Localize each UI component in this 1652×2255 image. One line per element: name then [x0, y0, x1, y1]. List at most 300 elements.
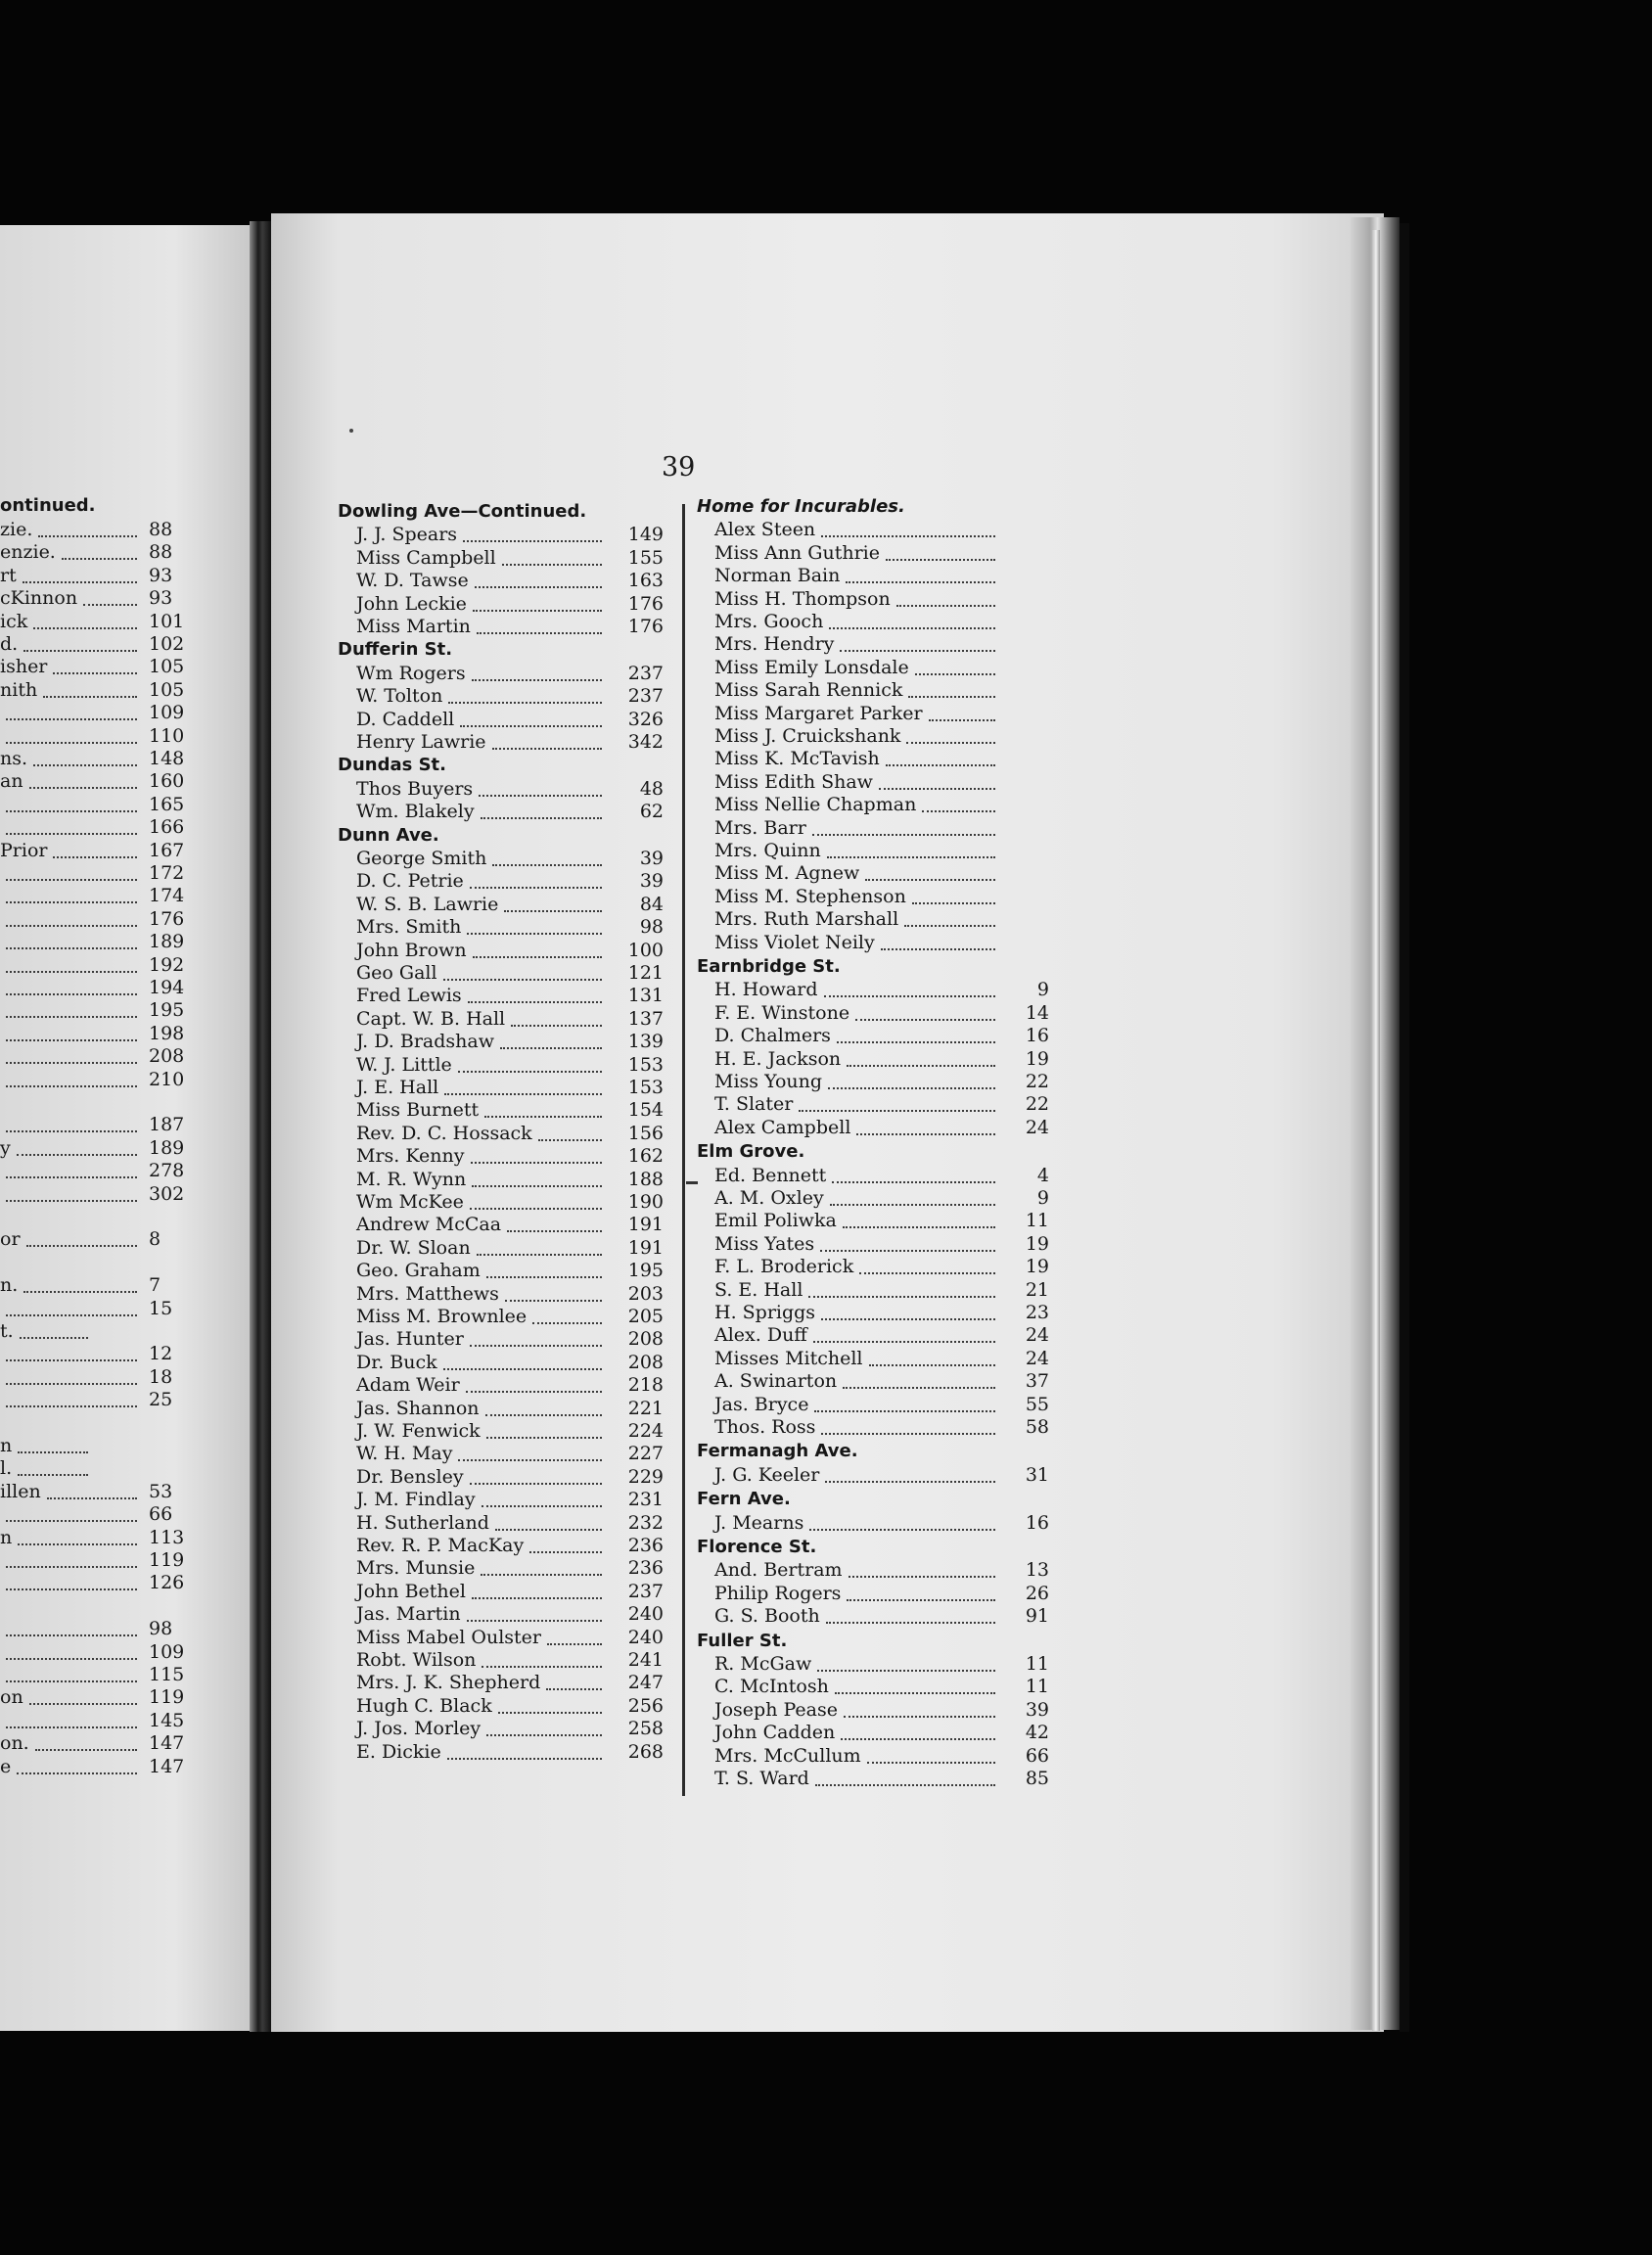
- dot-leader: [881, 948, 995, 950]
- dot-leader: [6, 1359, 137, 1361]
- dot-leader: [808, 1296, 995, 1298]
- resident-name: Joseph Pease: [714, 1698, 838, 1721]
- dot-leader: [912, 902, 995, 904]
- dot-leader: [38, 535, 137, 537]
- directory-entry: [338, 1603, 664, 1627]
- directory-entry-fragment: [0, 1572, 196, 1595]
- house-number-fragment: 192: [149, 953, 185, 976]
- dot-leader: [906, 742, 995, 744]
- dot-leader: [835, 1692, 995, 1694]
- house-number: 229: [627, 1465, 664, 1488]
- dot-leader: [467, 933, 602, 935]
- resident-name: Henry Lawrie: [356, 731, 486, 753]
- directory-entry: [338, 801, 664, 824]
- house-number: 91: [1025, 1605, 1049, 1628]
- house-number: 39: [639, 848, 664, 869]
- resident-name-fragment: ns.: [0, 748, 28, 769]
- section-heading-fragment: ontinued.: [0, 495, 96, 516]
- house-number: 156: [627, 1122, 664, 1144]
- dot-leader: [23, 650, 137, 652]
- resident-name: T. Slater: [714, 1093, 794, 1116]
- resident-name: W. D. Tawse: [356, 570, 469, 592]
- directory-entry-fragment: [0, 679, 196, 703]
- house-number-fragment: 18: [149, 1365, 173, 1388]
- directory-entry: [697, 932, 1049, 955]
- directory-entry: [697, 1071, 1049, 1094]
- dot-leader: [867, 1762, 995, 1764]
- house-number-fragment: 195: [149, 999, 185, 1022]
- directory-entry: [338, 1741, 664, 1765]
- directory-column-right: [697, 496, 1049, 1798]
- dot-leader: [481, 817, 602, 819]
- directory-entry: [338, 1077, 664, 1100]
- directory-column-left: [338, 501, 664, 1803]
- dot-leader: [844, 1716, 995, 1718]
- directory-entry: [338, 916, 664, 940]
- dot-leader: [502, 564, 602, 566]
- dot-leader: [843, 1387, 995, 1389]
- resident-name: Jas. Bryce: [714, 1393, 809, 1415]
- directory-entry: [338, 663, 664, 686]
- dot-leader: [47, 1497, 137, 1499]
- dot-leader: [820, 1250, 995, 1252]
- house-number: 190: [627, 1191, 664, 1213]
- house-number-fragment: 113: [149, 1526, 185, 1548]
- dot-leader: [6, 1658, 137, 1660]
- dot-leader: [809, 1529, 995, 1531]
- resident-name: Wm. Blakely: [356, 801, 475, 823]
- directory-entry: [338, 870, 664, 894]
- house-number-fragment: 98: [149, 1618, 173, 1640]
- house-number: 84: [639, 893, 664, 915]
- directory-entry-fragment: [0, 1481, 196, 1504]
- directory-entry-fragment: [0, 1228, 196, 1252]
- house-number-fragment: 110: [149, 724, 185, 747]
- dot-leader: [485, 1414, 602, 1416]
- dot-leader: [35, 1749, 137, 1751]
- resident-name: Rev. R. P. MacKay: [356, 1535, 525, 1556]
- resident-name: E. Dickie: [356, 1740, 441, 1763]
- resident-name: Mrs. Smith: [356, 916, 462, 939]
- directory-entry: [338, 894, 664, 917]
- directory-entry: [338, 1031, 664, 1054]
- resident-name: Rev. D. C. Hossack: [356, 1122, 532, 1144]
- directory-entry: [697, 1302, 1049, 1325]
- house-number: 326: [627, 708, 664, 730]
- directory-entry-fragment: [0, 931, 196, 954]
- directory-entry: [338, 1672, 664, 1695]
- directory-entry: [338, 1718, 664, 1741]
- directory-entry-fragment: [0, 1091, 196, 1115]
- dot-leader: [6, 947, 137, 949]
- directory-entry: [697, 979, 1049, 1002]
- resident-name: Miss Emily Lonsdale: [714, 656, 909, 678]
- dot-leader: [825, 1481, 995, 1483]
- directory-entry-fragment: [0, 1206, 196, 1229]
- dot-leader: [6, 971, 137, 973]
- directory-entry: [338, 524, 664, 547]
- house-number: 231: [627, 1489, 664, 1511]
- house-number: 236: [627, 1535, 664, 1556]
- directory-entry-fragment: [0, 954, 196, 978]
- resident-name: Miss Edith Shaw: [714, 770, 873, 793]
- directory-entry-fragment: [0, 1298, 196, 1321]
- house-number-fragment: 93: [149, 564, 173, 586]
- resident-name-fragment: Prior: [0, 839, 48, 861]
- house-number: 16: [1025, 1511, 1049, 1534]
- directory-entry: [697, 703, 1049, 726]
- dot-leader: [492, 748, 602, 750]
- house-number: 42: [1025, 1722, 1049, 1744]
- dot-leader: [6, 1634, 137, 1636]
- directory-entry-fragment: [0, 565, 196, 588]
- directory-entry: [338, 1443, 664, 1466]
- dot-leader: [813, 1341, 995, 1343]
- resident-name-fragment: on: [0, 1686, 23, 1709]
- dot-leader: [6, 1588, 137, 1590]
- house-number: 203: [627, 1282, 664, 1305]
- house-number-fragment: 172: [149, 862, 185, 884]
- directory-entry-fragment: [0, 1732, 196, 1756]
- house-number-fragment: 53: [149, 1480, 173, 1502]
- resident-name: Thos. Ross: [714, 1416, 816, 1438]
- resident-name: Miss K. McTavish: [714, 748, 880, 770]
- dot-leader: [904, 925, 995, 927]
- resident-name: Thos Buyers: [356, 777, 474, 800]
- directory-entry: [697, 1324, 1049, 1348]
- house-number: 16: [1025, 1025, 1049, 1047]
- directory-entry: [697, 1745, 1049, 1769]
- directory-entry-fragment: [0, 1274, 196, 1298]
- directory-entry: [697, 862, 1049, 886]
- resident-name: C. McIntosh: [714, 1676, 829, 1698]
- directory-entry-fragment: [0, 1710, 196, 1733]
- directory-entry-fragment: [0, 1412, 196, 1436]
- section-heading: Dunn Ave.: [338, 824, 439, 846]
- resident-name: Miss Ann Guthrie: [714, 541, 880, 564]
- directory-entry-fragment: [0, 1045, 196, 1069]
- house-number: 237: [627, 1580, 664, 1602]
- house-number: 9: [1036, 1187, 1049, 1209]
- directory-entry: [697, 1722, 1049, 1745]
- house-number-fragment: 147: [149, 1732, 185, 1755]
- dot-leader: [467, 1620, 602, 1622]
- directory-entry: [338, 1557, 664, 1581]
- dot-leader: [6, 925, 137, 927]
- dot-leader: [6, 1062, 137, 1064]
- resident-name-fragment: l.: [0, 1457, 13, 1480]
- section-heading: Dowling Ave—Continued.: [338, 501, 587, 522]
- directory-entry: [338, 593, 664, 617]
- directory-entry: [338, 1283, 664, 1307]
- directory-entry: [338, 962, 664, 986]
- house-number-fragment: 109: [149, 1640, 185, 1663]
- house-number-fragment: 126: [149, 1572, 185, 1594]
- directory-entry-fragment: [0, 1595, 196, 1619]
- house-number: 224: [627, 1420, 664, 1442]
- directory-entry-fragment: [0, 840, 196, 863]
- resident-name: F. E. Winstone: [714, 1001, 850, 1024]
- dot-leader: [20, 1337, 88, 1339]
- resident-name: Misses Mitchell: [714, 1347, 863, 1369]
- dot-leader: [859, 1272, 995, 1274]
- dot-leader: [827, 856, 995, 858]
- resident-name: Geo. Graham: [356, 1260, 481, 1282]
- resident-name: M. R. Wynn: [356, 1168, 467, 1190]
- dot-leader: [482, 1505, 602, 1507]
- dot-leader: [538, 1139, 602, 1141]
- dot-leader: [815, 1784, 995, 1786]
- dot-leader: [829, 627, 995, 629]
- house-number-fragment: 147: [149, 1755, 185, 1777]
- directory-entry: [697, 1117, 1049, 1140]
- resident-name: Robt. Wilson: [356, 1649, 477, 1671]
- resident-name: Mrs. Kenny: [356, 1145, 465, 1168]
- house-number: 11: [1025, 1676, 1049, 1698]
- dot-leader: [463, 540, 602, 542]
- house-number: 39: [639, 870, 664, 893]
- resident-name: Hugh C. Black: [356, 1694, 492, 1717]
- directory-entry-fragment: [0, 725, 196, 749]
- house-number-fragment: 148: [149, 748, 185, 769]
- resident-name: Wm Rogers: [356, 662, 466, 684]
- directory-entry: [697, 1512, 1049, 1536]
- house-number: 24: [1025, 1116, 1049, 1138]
- house-number-fragment: 210: [149, 1068, 185, 1090]
- dot-leader: [832, 1181, 995, 1183]
- dot-leader: [17, 1772, 137, 1774]
- dot-leader: [475, 586, 602, 588]
- directory-entry: [338, 1328, 664, 1352]
- resident-name-fragment: cKinnon: [0, 587, 78, 610]
- resident-name: Miss Violet Neily: [714, 931, 875, 953]
- dot-leader: [6, 1405, 137, 1407]
- house-number-fragment: 189: [149, 1136, 185, 1159]
- resident-name: John Bethel: [356, 1580, 466, 1602]
- house-number: 154: [627, 1099, 664, 1122]
- dot-leader: [865, 879, 995, 881]
- resident-name-fragment: n: [0, 1526, 13, 1548]
- house-number-fragment: 119: [149, 1549, 185, 1571]
- resident-name-fragment: d.: [0, 633, 19, 655]
- resident-name: Mrs. Gooch: [714, 611, 824, 632]
- house-number-fragment: 302: [149, 1182, 185, 1205]
- directory-entry: [697, 1187, 1049, 1211]
- resident-name: Miss Burnett: [356, 1099, 480, 1122]
- book-gutter: [250, 221, 271, 2032]
- resident-name: Mrs. J. K. Shepherd: [356, 1672, 541, 1694]
- resident-name: Mrs. Munsie: [356, 1557, 476, 1580]
- dot-leader: [529, 1551, 602, 1553]
- page-number: 39: [662, 452, 696, 483]
- house-number: 26: [1025, 1582, 1049, 1604]
- directory-entry-fragment: [0, 816, 196, 840]
- resident-name-fragment: e: [0, 1755, 12, 1777]
- directory-entry-fragment: [0, 1183, 196, 1207]
- directory-entry-fragment: [0, 611, 196, 634]
- directory-entry: [338, 1260, 664, 1283]
- resident-name: Miss Margaret Parker: [714, 702, 923, 724]
- directory-entry-fragment: [0, 1160, 196, 1183]
- resident-name: Andrew McCaa: [356, 1214, 502, 1236]
- house-number: 162: [627, 1145, 664, 1168]
- directory-entry-fragment: [0, 1457, 196, 1481]
- directory-entry-fragment: [0, 1320, 196, 1344]
- dot-leader: [6, 1314, 137, 1316]
- dot-leader: [468, 1001, 602, 1003]
- dot-leader: [23, 581, 137, 583]
- dot-leader: [841, 1738, 995, 1740]
- section-heading: Elm Grove.: [697, 1141, 805, 1163]
- dot-leader: [23, 1291, 137, 1293]
- resident-name: R. McGaw: [714, 1653, 812, 1675]
- house-number: 258: [627, 1718, 664, 1740]
- directory-entry: [338, 1237, 664, 1261]
- resident-name: J. Mearns: [714, 1511, 804, 1534]
- directory-entry: [697, 1256, 1049, 1279]
- resident-name: Miss Martin: [356, 616, 471, 637]
- dot-leader: [879, 788, 995, 790]
- directory-entry: [338, 1581, 664, 1604]
- dot-leader: [505, 1300, 602, 1302]
- house-number: 268: [627, 1740, 664, 1763]
- house-number: 4: [1036, 1164, 1049, 1186]
- dot-leader: [507, 1230, 602, 1232]
- resident-name: H. E. Jackson: [714, 1047, 842, 1070]
- dot-leader: [460, 725, 602, 727]
- dot-leader: [6, 879, 137, 881]
- house-number-fragment: 174: [149, 885, 185, 907]
- house-number-fragment: 66: [149, 1503, 173, 1526]
- resident-name: J. J. Spears: [356, 524, 458, 546]
- dot-leader: [466, 1391, 602, 1393]
- house-number: 218: [627, 1374, 664, 1397]
- dot-leader: [6, 1130, 137, 1132]
- resident-name: Jas. Hunter: [356, 1328, 464, 1351]
- resident-name: Norman Bain: [714, 565, 841, 587]
- house-number: 58: [1025, 1416, 1049, 1438]
- house-number: 11: [1025, 1653, 1049, 1675]
- resident-name-fragment: an: [0, 770, 23, 793]
- directory-entry-fragment: [0, 1366, 196, 1390]
- directory-entry: [697, 1002, 1049, 1026]
- directory-entry: [338, 1352, 664, 1375]
- directory-entry: [697, 1653, 1049, 1677]
- dot-leader: [840, 650, 995, 652]
- dot-leader: [33, 764, 137, 766]
- dot-leader: [6, 1566, 137, 1568]
- directory-entry: [338, 1054, 664, 1078]
- directory-entry: [697, 748, 1049, 771]
- house-number: 13: [1025, 1559, 1049, 1582]
- directory-entry: [338, 778, 664, 802]
- dot-leader: [443, 979, 602, 981]
- left-page-fragment-column: [0, 495, 196, 1807]
- resident-name-fragment: rt: [0, 564, 17, 586]
- section-heading: Earnbridge St.: [697, 956, 841, 977]
- directory-entry: [338, 1420, 664, 1444]
- house-number: 55: [1025, 1393, 1049, 1415]
- directory-entry: [697, 1583, 1049, 1606]
- resident-name: John Leckie: [356, 592, 467, 615]
- section-heading: Dufferin St.: [338, 639, 453, 661]
- directory-entry: [338, 1123, 664, 1146]
- house-number-fragment: 119: [149, 1686, 185, 1709]
- house-number-fragment: 167: [149, 839, 185, 861]
- directory-entry: [338, 985, 664, 1008]
- resident-name-fragment: enzie.: [0, 541, 56, 564]
- house-number: 62: [639, 801, 664, 823]
- dot-leader: [849, 1576, 995, 1578]
- dot-leader: [6, 1016, 137, 1018]
- directory-entry-fragment: [0, 770, 196, 794]
- dot-leader: [547, 1643, 602, 1645]
- directory-entry: [697, 1093, 1049, 1117]
- dot-leader: [828, 1087, 995, 1089]
- resident-name: A. Swinarton: [714, 1370, 838, 1393]
- house-number-fragment: 105: [149, 678, 185, 701]
- dot-leader: [821, 535, 995, 537]
- dot-leader: [29, 1703, 137, 1705]
- house-number: 188: [627, 1168, 664, 1190]
- house-number-fragment: 88: [149, 541, 173, 564]
- dot-leader: [6, 1383, 137, 1385]
- resident-name: Miss Campbell: [356, 546, 496, 569]
- directory-entry-fragment: [0, 1435, 196, 1458]
- house-number: 208: [627, 1328, 664, 1351]
- resident-name: Miss Nellie Chapman: [714, 794, 917, 816]
- directory-entry: [338, 1512, 664, 1536]
- resident-name: D. Caddell: [356, 708, 455, 730]
- directory-entry: [697, 1605, 1049, 1629]
- house-number: 227: [627, 1443, 664, 1465]
- directory-entry: [338, 731, 664, 755]
- directory-entry: [338, 1008, 664, 1032]
- directory-entry: [697, 1559, 1049, 1583]
- directory-entry-fragment: [0, 1686, 196, 1710]
- dot-leader: [504, 910, 602, 912]
- dot-leader: [886, 559, 995, 561]
- dot-leader: [458, 1459, 602, 1461]
- dot-leader: [856, 1133, 995, 1135]
- house-number-fragment: 115: [149, 1664, 185, 1685]
- directory-entry: [338, 616, 664, 639]
- section-heading: Fermanagh Ave.: [697, 1441, 858, 1462]
- dot-leader: [470, 887, 602, 889]
- dot-leader: [18, 1474, 88, 1476]
- directory-entry-fragment: [0, 1618, 196, 1641]
- house-number: 11: [1025, 1210, 1049, 1232]
- dot-leader: [443, 1368, 602, 1370]
- dot-leader: [847, 1599, 995, 1601]
- house-number-fragment: 25: [149, 1389, 173, 1411]
- house-number: 153: [627, 1053, 664, 1076]
- dot-leader: [532, 1322, 602, 1324]
- house-number-fragment: 109: [149, 702, 185, 724]
- house-number-fragment: 166: [149, 816, 185, 839]
- resident-name: J. W. Fenwick: [356, 1420, 481, 1442]
- resident-name: Wm McKee: [356, 1191, 464, 1213]
- directory-entry: [697, 1676, 1049, 1699]
- dot-leader: [458, 1071, 602, 1073]
- resident-name: D. Chalmers: [714, 1025, 831, 1047]
- resident-name: W. Tolton: [356, 685, 443, 708]
- resident-name: Alex Campbell: [714, 1116, 851, 1138]
- dot-leader: [814, 1410, 995, 1412]
- directory-entry-fragment: [0, 977, 196, 1000]
- dot-leader: [486, 1276, 602, 1278]
- house-number: 163: [627, 570, 664, 592]
